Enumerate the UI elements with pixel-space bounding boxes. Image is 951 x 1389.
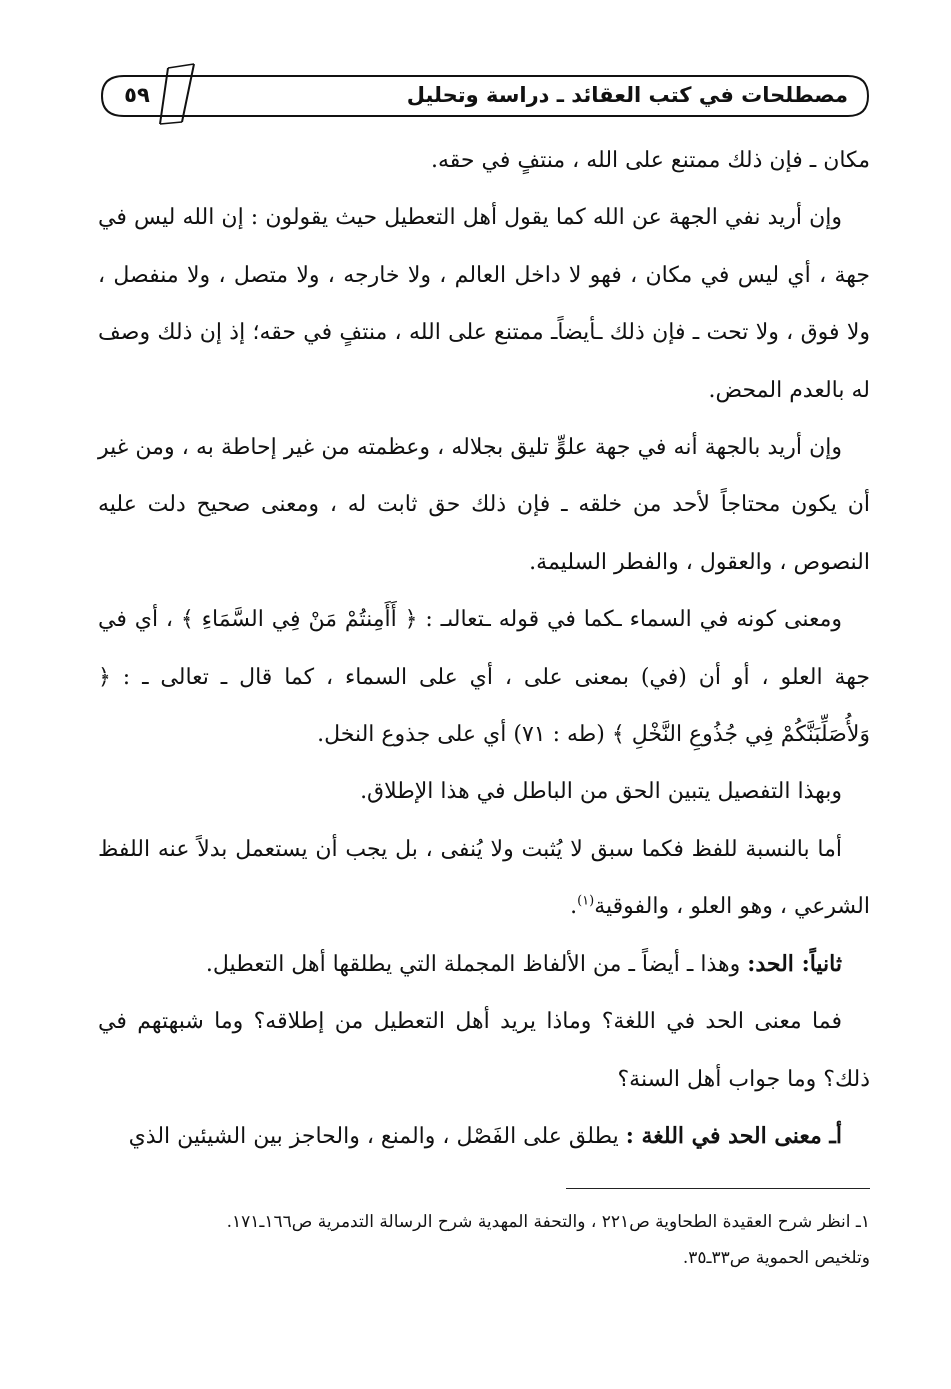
paragraph-text: يطلق على الفَصْل ، والمنع ، والحاجز بين الشيئين الذي — [128, 1123, 626, 1149]
paragraph-text: وهذا ـ أيضاً ـ من الألفاظ المجملة التي يطلقها أهل التعطيل. — [205, 951, 748, 977]
paragraph: وإن أريد نفي الجهة عن الله كما يقول أهل التعطيل حيث يقولون : إن الله ليس في جهة ، أي ليس في مكان ، فهو لا داخل العالم ، ولا خارجه ، ولا متصل ، ولا منفصل ، ولا فوق ، ولا تحت ـ فإن ذلك ـأيضاًـ ممتنع على الله ، منتفٍ في حقه؛ إذ إن ذلك وصف له بالعدم المحض. — [98, 205, 870, 403]
footnote-line: ١ـ انظر شرح العقيدة الطحاوية ص٢٢١ ، والتحفة المهدية شرح الرسالة التدمرية ص١٦٦ـ١٧١. — [226, 1212, 870, 1232]
quran-verse: ﴿ وَلأُصَلِّبَنَّكُمْ فِي جُذُوعِ النَّخْلِ ﴾ — [98, 664, 870, 748]
paragraph-text: ومعنى كونه في السماء ـكما في قوله ـتعالىـ : — [417, 607, 842, 633]
footnote-line: وتلخيص الحموية ص٣٣ـ٣٥. — [682, 1248, 870, 1268]
section-heading: ثانياً: الحد: — [747, 950, 842, 977]
paragraph — [98, 936, 870, 993]
footnote-divider — [566, 1188, 870, 1189]
paragraph: فما معنى الحد في اللغة؟ وماذا يريد أهل التعطيل من إطلاقه؟ وما شبهتهم في ذلك؟ وما جواب أهل السنة؟ — [98, 1009, 870, 1092]
paragraph-text: أما بالنسبة للفظ فكما سبق لا يُثبت ولا يُنفى ، بل يجب أن يستعمل بدلاً عنه اللفظ الشرعي ، وهو العلو ، والفوقية — [98, 836, 870, 920]
running-title: مصطلحات في كتب العقائد ـ دراسة وتحليل — [406, 83, 848, 107]
paragraph: وبهذا التفصيل يتبين الحق من الباطل في هذا الإطلاق. — [360, 779, 842, 805]
page-number: ٥٩ — [124, 83, 150, 107]
running-header — [98, 72, 870, 120]
subsection-heading: أـ معنى الحد في اللغة : — [625, 1122, 842, 1149]
quran-verse: ﴿ أَأَمِنتُمْ مَنْ فِي السَّمَاءِ ﴾ — [180, 607, 418, 633]
paragraph: مكان ـ فإن ذلك ممتنع على الله ، منتفٍ في حقه. — [430, 148, 870, 173]
footnote-reference[interactable]: (١) — [577, 893, 595, 909]
body-text — [98, 132, 870, 1165]
paragraph — [98, 821, 870, 936]
paragraph: وإن أريد بالجهة أنه في جهة علوٍّ تليق بجلاله ، وعظمته من غير إحاطة به ، ومن غير أن يكون محتاجاً لأحد من خلقه ـ فإن ذلك حق ثابت له ، ومعنى صحيح دلت عليه النصوص ، والعقول ، والفطر السليمة. — [98, 435, 870, 575]
footnotes — [98, 1204, 870, 1276]
paragraph — [98, 1108, 870, 1165]
paragraph — [98, 591, 870, 763]
paragraph-text: (طه : ٧١) أي على جذوع النخل. — [317, 722, 612, 748]
paragraph-text: . — [570, 894, 578, 920]
paragraph-text: ، أي في جهة العلو ، أو أن (في) بمعنى على ، أي على السماء ، كما قال ـ تعالى ـ : — [98, 607, 870, 690]
